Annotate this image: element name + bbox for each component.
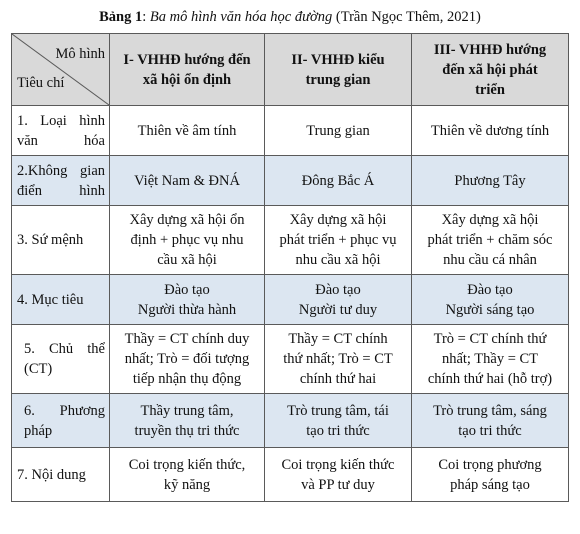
column-header-line: III- VHHĐ hướng — [433, 41, 547, 58]
cell-line: Trò = CT chính thứ — [433, 331, 547, 347]
cell-line: Xây dựng xã hội — [441, 212, 539, 228]
table-cell — [265, 106, 412, 156]
table-cell — [412, 325, 569, 394]
cell-line: và PP tư duy — [301, 476, 375, 493]
table-cell — [412, 156, 569, 206]
table-row — [12, 448, 569, 502]
table-cell — [110, 156, 265, 206]
criterion-line: 3. Sứ mệnh — [17, 232, 84, 248]
cell-line: Trò trung tâm, sáng — [433, 402, 547, 419]
table-row — [12, 325, 569, 394]
cell-line: nhu cầu xã hội — [295, 252, 381, 268]
criterion-cell — [12, 448, 110, 502]
caption-label: Bảng 1 — [99, 9, 143, 25]
criterion-line: pháp — [24, 422, 53, 439]
column-header — [110, 34, 265, 106]
cell-line: nhu cầu cá nhân — [443, 252, 537, 268]
cell-line: Xây dựng xã hội — [289, 212, 387, 228]
criterion-line: (CT) — [24, 361, 53, 377]
table-cell — [412, 448, 569, 502]
comparison-table — [11, 33, 569, 502]
column-header-line: xã hội ổn định — [142, 71, 232, 88]
table-cell — [110, 106, 265, 156]
table-row — [12, 394, 569, 448]
cell-line: Đào tạo — [315, 281, 361, 298]
cell-line: Xây dựng xã hội ổn — [129, 212, 245, 228]
cell-line: cầu xã hội — [157, 252, 217, 268]
column-header-line: đến xã hội phát — [442, 61, 538, 78]
criterion-line: 6. Phương — [24, 402, 105, 419]
column-header-line: trung gian — [305, 71, 371, 88]
table-cell — [412, 106, 569, 156]
criterion-line: văn hóa — [17, 132, 105, 149]
cell-line: Thầy = CT chính — [288, 331, 388, 347]
column-header-line: II- VHHĐ kiểu — [291, 51, 385, 68]
column-header — [265, 34, 412, 106]
cell-line: nhất; Thầy = CT — [441, 351, 539, 367]
criterion-cell — [12, 394, 110, 448]
cell-line: Đào tạo — [164, 281, 210, 298]
cell-line: Thiên về dương tính — [430, 122, 550, 139]
caption-source: (Trần Ngọc Thêm, 2021) — [332, 9, 481, 25]
cell-line: kỹ năng — [163, 476, 211, 493]
corner-label-model: Mô hình — [55, 46, 105, 62]
criterion-cell — [12, 106, 110, 156]
table-cell — [110, 394, 265, 448]
criterion-line: điển hình — [17, 182, 105, 199]
column-header-line: triển — [475, 81, 505, 98]
criterion-line: 7. Nội dung — [17, 466, 86, 483]
cell-line: Thầy trung tâm, — [140, 402, 234, 419]
cell-line: Người sáng tạo — [445, 301, 535, 318]
caption-title: Ba mô hình văn hóa học đường — [149, 9, 333, 25]
cell-line: thứ nhất; Trò = CT — [283, 351, 393, 367]
cell-line: chính thứ hai (hỗ trợ) — [427, 371, 553, 387]
column-header-line: I- VHHĐ hướng đến — [123, 51, 251, 68]
table-cell — [265, 206, 412, 275]
cell-line: phát triển + phục vụ — [279, 232, 397, 248]
table-cell — [110, 448, 265, 502]
cell-line: Đào tạo — [467, 281, 513, 298]
table-row — [12, 206, 569, 275]
table-cell — [265, 156, 412, 206]
table-cell — [110, 206, 265, 275]
cell-line: Việt Nam & ĐNÁ — [134, 172, 240, 189]
cell-line: Phương Tây — [454, 172, 526, 189]
corner-label-criteria: Tiêu chí — [17, 75, 65, 91]
cell-line: Coi trọng phương — [438, 456, 542, 473]
table-caption — [0, 8, 580, 26]
table-row — [12, 106, 569, 156]
criterion-line: 2.Không gian — [17, 162, 105, 179]
cell-line: Trò trung tâm, tái — [287, 402, 389, 419]
cell-line: định + phục vụ nhu — [130, 232, 244, 248]
cell-line: Người thừa hành — [137, 301, 237, 318]
table-cell — [110, 325, 265, 394]
cell-line: chính thứ hai — [299, 371, 377, 387]
cell-line: tạo tri thức — [458, 422, 522, 439]
criterion-cell — [12, 156, 110, 206]
header-row — [12, 34, 569, 106]
column-header — [412, 34, 569, 106]
cell-line: Thầy = CT chính duy — [124, 331, 250, 347]
table-cell — [412, 206, 569, 275]
criterion-line: 1. Loại hình — [17, 112, 105, 129]
cell-line: Đông Bắc Á — [301, 172, 375, 189]
table-cell — [265, 275, 412, 325]
caption-separator: : — [142, 9, 150, 25]
criterion-line: 5. Chủ thể — [24, 341, 105, 357]
table-cell — [110, 275, 265, 325]
cell-line: phát triển + chăm sóc — [427, 232, 553, 248]
criterion-cell — [12, 275, 110, 325]
table-row — [12, 275, 569, 325]
cell-line: nhất; Trò = đối tượng — [124, 351, 250, 367]
criterion-line: 4. Mục tiêu — [17, 291, 84, 308]
cell-line: tiếp nhận thụ động — [132, 371, 242, 387]
cell-line: Thiên về âm tính — [137, 122, 237, 139]
table-cell — [265, 394, 412, 448]
cell-line: truyền thụ tri thức — [134, 422, 240, 439]
table-cell — [265, 325, 412, 394]
cell-line: Coi trọng kiến thức — [281, 456, 395, 473]
table-cell — [265, 448, 412, 502]
corner-cell — [12, 34, 110, 106]
table-row — [12, 156, 569, 206]
cell-line: Người tư duy — [298, 301, 378, 318]
criterion-cell — [12, 325, 110, 394]
table-cell — [412, 394, 569, 448]
cell-line: pháp sáng tạo — [450, 476, 530, 493]
cell-line: Trung gian — [306, 122, 370, 139]
cell-line: tạo tri thức — [306, 422, 370, 439]
table-cell — [412, 275, 569, 325]
cell-line: Coi trọng kiến thức, — [128, 456, 246, 473]
criterion-cell — [12, 206, 110, 275]
